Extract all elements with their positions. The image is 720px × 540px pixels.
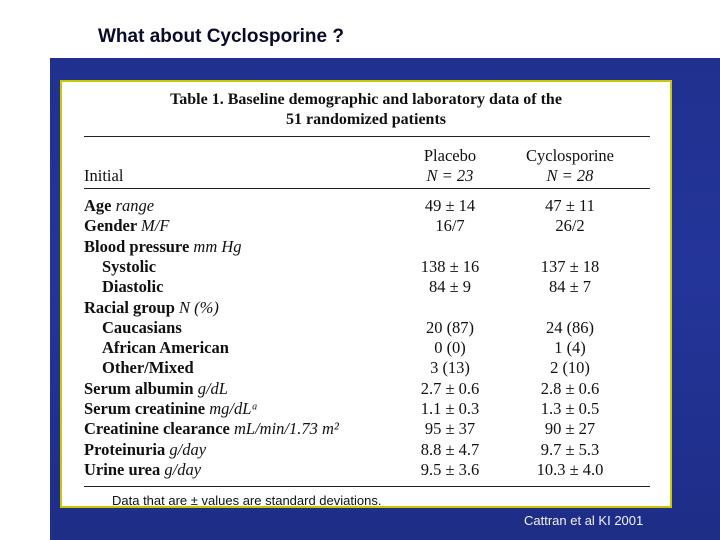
row-label [102,358,194,378]
initial-label: Initial [84,166,124,185]
cyclosporine-value: 47 ± 11 [545,196,595,215]
placebo-value: 0 (0) [434,338,466,358]
row-label-text: Systolic [102,256,157,276]
row-unit: g/day [169,439,207,459]
slide-header [0,0,720,58]
row-label [84,237,242,257]
cyclosporine-value: 1.3 ± 0.5 [540,399,600,418]
row-unit: mg/dLᵃ [209,399,259,418]
table-row [62,196,670,216]
placebo-value: 20 (87) [425,317,475,337]
placebo-value: 49 ± 14 [424,196,476,215]
row-label-text: Proteinuria [84,439,166,459]
table-row [62,379,670,399]
row-label-text: Age [84,196,112,215]
table-row [62,358,670,378]
row-label [102,318,182,338]
table-row [62,237,670,257]
row-label [84,460,201,480]
header-rule [84,188,650,189]
placebo-value: 9.5 ± 3.6 [420,459,480,479]
placebo-value: 138 ± 16 [420,256,480,276]
placebo-value: 3 (13) [430,358,470,378]
table-row [62,419,670,439]
cyclosporine-header: Cyclosporine [526,146,614,165]
placebo-header: Placebo [423,146,477,165]
row-label-text: Blood pressure [84,236,190,256]
cyclosporine-value: 2.8 ± 0.6 [540,378,600,398]
table-caption-line2: 51 randomized patients [286,111,446,128]
row-label-text: Creatinine clearance [84,419,230,439]
row-unit: g/dL [197,378,228,398]
cyclosporine-value: 26/2 [555,216,585,236]
table-row [62,338,670,358]
row-label-text: Urine urea [84,459,161,479]
table-row [62,216,670,236]
row-unit: g/day [164,459,202,479]
row-label [102,338,229,358]
placebo-value: 2.7 ± 0.6 [420,378,480,398]
column-header-row-1 [62,146,670,166]
top-rule [84,136,650,137]
row-label [84,298,219,318]
placebo-value: 95 ± 37 [424,419,476,439]
citation: Cattran et al KI 2001 [524,513,644,528]
placebo-value: 8.8 ± 4.7 [420,439,480,459]
row-label-text: Racial group [84,297,175,317]
placebo-n: N = 23 [426,166,474,185]
row-label [102,257,156,277]
placebo-value: 16/7 [435,216,465,236]
row-label [84,440,206,460]
row-label [84,379,228,399]
bottom-rule [84,486,650,487]
row-label-text: Diastolic [102,277,164,297]
row-label-text: Other/Mixed [102,358,194,378]
cyclosporine-value: 2 (10) [550,358,590,378]
table-row [62,277,670,297]
row-unit: mL/min/1.73 m² [233,419,339,439]
table-panel [60,80,672,508]
table-row [62,257,670,277]
cyclosporine-value: 24 (86) [545,317,595,337]
table-row [62,318,670,338]
row-unit: range [115,196,155,215]
row-label [84,399,258,419]
cyclosporine-value: 84 ± 7 [548,277,592,297]
table-row [62,460,670,480]
row-label [84,216,169,236]
cyclosporine-value: 9.7 ± 5.3 [540,439,600,459]
table-row [62,298,670,318]
row-unit: mm Hg [193,236,242,256]
cyclosporine-value: 90 ± 27 [544,419,596,439]
table-row [62,399,670,419]
row-label-text: Caucasians [102,317,182,337]
column-header-row-2 [62,166,670,186]
row-label [84,196,154,216]
table-caption-line1: Table 1. Baseline demographic and laboratory data of the [170,91,562,108]
row-label-text: African American [102,338,229,358]
placebo-value: 1.1 ± 0.3 [420,399,480,418]
cyclosporine-value: 137 ± 18 [540,256,600,276]
row-unit: M/F [141,216,170,236]
left-band [0,58,50,540]
placebo-value: 84 ± 9 [428,277,472,297]
cyclosporine-value: 10.3 ± 4.0 [536,459,604,479]
table-row [62,440,670,460]
row-label-text: Serum albumin [84,378,194,398]
row-unit: N (%) [179,297,219,317]
row-label-text: Serum creatinine [84,399,206,418]
row-label [84,419,339,439]
slide-title: What about Cyclosporine ? [98,26,344,47]
row-label-text: Gender [84,216,137,236]
cyclosporine-n: N = 28 [546,166,594,185]
row-label [102,277,163,297]
cyclosporine-value: 1 (4) [554,338,586,358]
table-footnote: Data that are ± values are standard deviations. [112,493,382,508]
